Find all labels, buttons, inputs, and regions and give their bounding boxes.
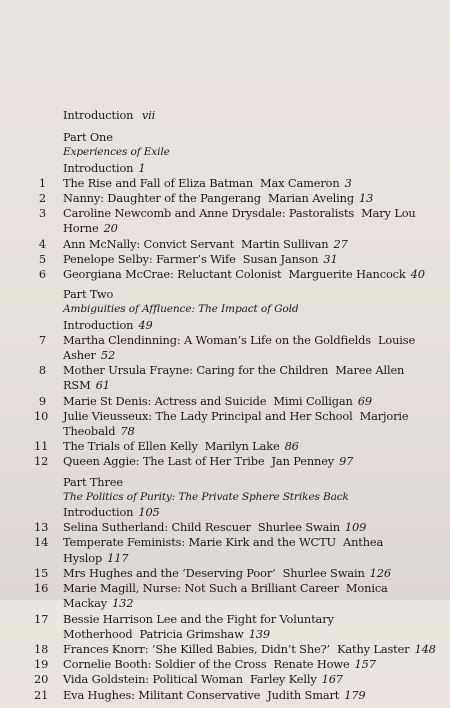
part-intro-line <box>34 505 446 520</box>
chapter-author: Farley Kelly <box>249 672 317 687</box>
chapter-number-cell <box>34 688 63 703</box>
chapter-number-cell <box>34 642 63 657</box>
toc-entry <box>34 535 446 565</box>
chapter-number-cell <box>34 394 63 409</box>
chapter-page: 86 <box>284 439 299 454</box>
chapter-page: 132 <box>112 596 134 611</box>
chapter-title: Frances Knorr: ‘She Killed Babies, Didn’t She?’ <box>63 641 331 656</box>
chapter-text <box>63 206 446 236</box>
part-section <box>34 475 446 703</box>
toc-entry <box>34 642 446 657</box>
part-intro-page: 1 <box>138 160 146 175</box>
chapter-title: Penelope Selby: Farmer’s Wife <box>63 251 236 266</box>
chapter-number: 8 <box>38 363 46 378</box>
chapter-number-cell <box>34 439 63 454</box>
chapter-text <box>63 237 446 252</box>
chapter-title: Martha Clendinning: A Woman’s Life on the Goldfields <box>63 332 371 347</box>
chapter-text <box>63 191 446 206</box>
toc-entry <box>34 252 446 267</box>
toc-entry <box>34 409 446 439</box>
part-title: Part Three <box>63 474 123 489</box>
toc-entry <box>34 566 446 581</box>
chapter-number: 18 <box>34 641 49 656</box>
chapter-title: Vida Goldstein: Political Woman <box>63 672 243 687</box>
part-intro-line <box>34 318 446 333</box>
chapter-author: Judith Smart <box>267 687 340 702</box>
chapter-author: Monica Mackay <box>63 581 388 611</box>
chapter-text <box>63 642 446 657</box>
chapter-number-cell <box>34 566 63 581</box>
chapter-text <box>63 581 446 611</box>
chapter-page: 167 <box>321 672 343 687</box>
chapter-author: Louise Asher <box>63 332 416 363</box>
chapter-text <box>63 520 446 535</box>
chapter-title: Marie Magill, Nurse: Not Such a Brilliant Career <box>63 581 339 596</box>
toc-entry <box>34 520 446 535</box>
toc-entry <box>34 454 446 469</box>
chapter-author: Marilyn Lake <box>204 439 280 454</box>
chapter-number-cell <box>34 206 63 236</box>
part-intro-label: Introduction <box>63 317 134 332</box>
chapter-title: The Trials of Ellen Kelly <box>63 439 198 454</box>
toc-entry <box>34 394 446 409</box>
chapter-number: 17 <box>34 611 49 626</box>
chapter-text <box>63 409 446 439</box>
chapter-author: Marjorie Theobald <box>63 408 409 439</box>
chapter-text <box>63 267 446 282</box>
chapter-title: Queen Aggie: The Last of Her Tribe <box>63 454 265 469</box>
toc-entry <box>34 439 446 454</box>
chapter-number: 4 <box>38 236 46 251</box>
chapter-author: Patricia Grimshaw <box>139 626 244 641</box>
show-through-shading <box>0 0 450 100</box>
chapter-number: 13 <box>34 520 49 535</box>
part-section <box>34 130 446 282</box>
chapter-title: Bessie Harrison Lee and the Fight for Voluntary Motherhood <box>63 611 334 641</box>
parts-container <box>34 130 446 703</box>
chapter-number: 16 <box>34 581 49 596</box>
chapter-number-cell <box>34 252 63 267</box>
chapter-title: Marie St Denis: Actress and Suicide <box>63 393 267 408</box>
toc-entry <box>34 688 446 703</box>
chapter-text <box>63 688 446 703</box>
chapter-author: Marguerite Hancock <box>288 267 406 282</box>
chapter-page: 27 <box>333 236 348 251</box>
chapter-author: Maree Allen RSM <box>63 363 405 393</box>
contents-page <box>34 108 446 708</box>
front-intro-label: Introduction <box>63 108 134 122</box>
part-intro-page: 49 <box>138 317 153 332</box>
chapter-number-cell <box>34 176 63 191</box>
chapter-page: 61 <box>95 378 110 393</box>
toc-entry <box>34 581 446 611</box>
chapter-number: 21 <box>34 687 49 702</box>
chapter-page: 139 <box>248 626 270 641</box>
chapter-author: Anthea Hyslop <box>63 535 384 565</box>
part-subtitle: Ambiguities of Affluence: The Impact of Gold <box>63 303 299 316</box>
chapter-text <box>63 672 446 687</box>
chapter-author: Susan Janson <box>242 251 319 266</box>
chapter-text <box>63 612 446 642</box>
chapter-text <box>63 363 446 393</box>
chapter-page: 117 <box>107 550 129 565</box>
chapter-page: 3 <box>344 175 352 190</box>
chapter-text <box>63 439 446 454</box>
toc-entry <box>34 206 446 236</box>
chapter-number: 5 <box>38 251 46 266</box>
chapter-number: 6 <box>38 267 46 282</box>
chapter-number-cell <box>34 333 63 363</box>
chapter-title: Caroline Newcomb and Anne Drysdale: Pastoralists <box>63 206 355 221</box>
chapter-number: 10 <box>34 408 49 423</box>
toc-entry <box>34 176 446 191</box>
chapter-page: 179 <box>344 687 366 702</box>
chapter-author: Martin Sullivan <box>241 236 329 251</box>
chapter-number: 19 <box>34 657 49 672</box>
chapter-text <box>63 566 446 581</box>
part-intro-label: Introduction <box>63 160 134 175</box>
chapter-text <box>63 535 446 565</box>
chapter-number-cell <box>34 535 63 565</box>
chapter-title: Nanny: Daughter of the Pangerang <box>63 191 261 206</box>
chapter-title: Selina Sutherland: Child Rescuer <box>63 520 251 535</box>
part-section <box>34 287 446 469</box>
chapter-number-cell <box>34 612 63 642</box>
chapter-title: Ann McNally: Convict Servant <box>63 236 234 251</box>
chapter-text <box>63 394 446 409</box>
chapter-author: Mary Lou Horne <box>63 206 416 236</box>
chapter-page: 148 <box>414 641 436 656</box>
chapter-author: Kathy Laster <box>337 641 410 656</box>
chapter-number-cell <box>34 657 63 672</box>
chapter-text <box>63 454 446 469</box>
chapter-title: The Rise and Fall of Eliza Batman <box>63 175 254 190</box>
part-intro-line <box>34 161 446 176</box>
chapter-author: Mimi Colligan <box>273 393 353 408</box>
toc-entry <box>34 657 446 672</box>
chapter-author: Jan Penney <box>271 454 335 469</box>
chapter-text <box>63 657 446 672</box>
chapter-number-cell <box>34 672 63 687</box>
chapter-number: 15 <box>34 565 49 580</box>
chapter-number: 9 <box>38 393 46 408</box>
chapter-author: Renate Howe <box>273 657 350 672</box>
toc-entry <box>34 672 446 687</box>
toc-entry <box>34 363 446 393</box>
chapter-number-cell <box>34 363 63 393</box>
toc-entry <box>34 191 446 206</box>
chapter-number: 14 <box>34 535 49 550</box>
chapter-title: Julie Vieusseux: The Lady Principal and Her School <box>63 408 353 423</box>
chapter-author: Shurlee Swain <box>282 565 365 580</box>
chapter-page: 40 <box>410 267 425 282</box>
chapter-text <box>63 333 446 363</box>
chapter-page: 20 <box>103 221 118 236</box>
chapter-number-cell <box>34 191 63 206</box>
chapter-number-cell <box>34 454 63 469</box>
chapter-number: 20 <box>34 672 49 687</box>
chapter-title: Temperate Feminists: Marie Kirk and the WCTU <box>63 535 336 550</box>
part-title: Part One <box>63 130 113 145</box>
chapter-number-cell <box>34 520 63 535</box>
chapter-title: Mother Ursula Frayne: Caring for the Children <box>63 363 329 378</box>
chapter-page: 157 <box>354 657 376 672</box>
front-intro-line <box>34 108 446 123</box>
chapter-title: Cornelie Booth: Soldier of the Cross <box>63 657 267 672</box>
chapter-author: Shurlee Swain <box>257 520 340 535</box>
chapter-page: 97 <box>339 454 354 469</box>
part-intro-label: Introduction <box>63 505 134 520</box>
chapter-number: 12 <box>34 454 49 469</box>
chapter-number-cell <box>34 237 63 252</box>
chapter-author: Marian Aveling <box>267 191 354 206</box>
part-intro-page: 105 <box>138 505 160 520</box>
chapter-number-cell <box>34 409 63 439</box>
chapter-number: 3 <box>38 206 46 221</box>
chapter-title: Georgiana McCrae: Reluctant Colonist <box>63 267 282 282</box>
toc-entry <box>34 237 446 252</box>
chapter-page: 109 <box>344 520 367 535</box>
part-subtitle: The Politics of Purity: The Private Sphere Strikes Back <box>63 490 349 503</box>
chapter-text <box>63 252 446 267</box>
part-subtitle: Experiences of Exile <box>63 146 170 159</box>
chapter-page: 126 <box>369 565 391 580</box>
toc-entry <box>34 333 446 363</box>
toc-entry <box>34 267 446 282</box>
chapter-text <box>63 176 446 191</box>
chapter-number: 1 <box>38 175 46 190</box>
chapter-title: Mrs Hughes and the ‘Deserving Poor’ <box>63 565 276 580</box>
toc-entry <box>34 612 446 642</box>
chapter-title: Eva Hughes: Militant Conservative <box>63 687 261 702</box>
chapter-page: 13 <box>359 191 374 206</box>
chapter-number-cell <box>34 267 63 282</box>
chapter-number-cell <box>34 581 63 611</box>
chapter-number: 7 <box>38 332 46 347</box>
chapter-page: 69 <box>357 393 372 408</box>
chapter-page: 31 <box>323 251 338 266</box>
chapter-author: Max Cameron <box>260 175 340 190</box>
part-title: Part Two <box>63 287 114 302</box>
chapter-number: 11 <box>34 439 49 454</box>
chapter-number: 2 <box>38 191 46 206</box>
chapter-page: 52 <box>100 348 116 363</box>
chapter-page: 78 <box>120 424 135 439</box>
front-intro-page: vii <box>141 108 156 122</box>
